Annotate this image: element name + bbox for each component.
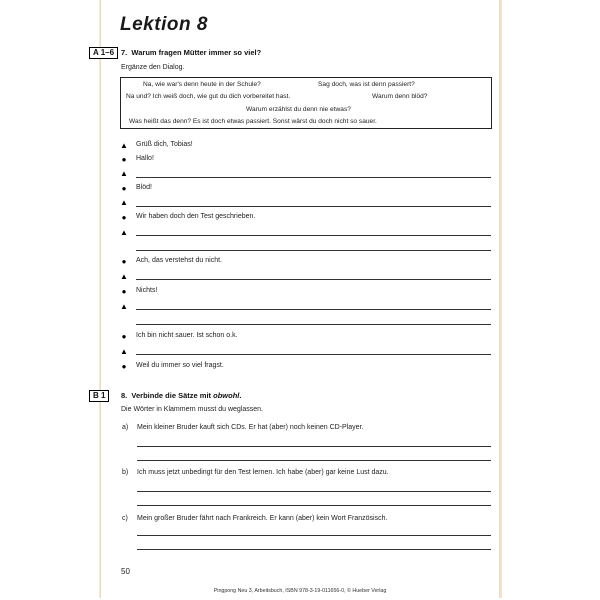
bullet-icon: ●	[121, 213, 127, 222]
exercise-8-instruction: Die Wörter in Klammern musst du weglassen.	[121, 406, 263, 413]
section-tag-b1: B 1	[89, 390, 109, 402]
triangle-icon: ▲	[120, 302, 128, 311]
exercise-7-instruction: Ergänze den Dialog.	[121, 64, 185, 71]
triangle-icon: ▲	[120, 141, 128, 150]
phrase-2: Sag doch, was ist denn passiert?	[318, 81, 415, 88]
triangle-icon: ▲	[120, 169, 128, 178]
bullet-icon: ●	[121, 155, 127, 164]
triangle-icon: ▲	[120, 272, 128, 281]
bullet-icon: ●	[121, 257, 127, 266]
answer-line[interactable]	[137, 491, 491, 492]
dialog-line: Weil du immer so viel fragst.	[136, 362, 224, 369]
answer-line[interactable]	[136, 324, 491, 325]
section-tag-a1-6: A 1–6	[89, 47, 118, 59]
item-letter-b: b)	[122, 469, 129, 476]
sentence-a: Mein kleiner Bruder kauft sich CDs. Er hat (aber) noch keinen CD-Player.	[137, 424, 364, 431]
answer-line[interactable]	[136, 354, 491, 355]
answer-line[interactable]	[136, 279, 491, 280]
answer-line[interactable]	[137, 446, 491, 447]
triangle-icon: ▲	[120, 228, 128, 237]
phrase-3: Na und? Ich weiß doch, wie gut du dich vorbereitet hast.	[126, 93, 291, 100]
phrase-5: Warum erzählst du denn nie etwas?	[246, 106, 351, 113]
answer-line[interactable]	[136, 206, 491, 207]
exercise-8-title-suffix: .	[239, 391, 242, 400]
triangle-icon: ▲	[120, 198, 128, 207]
answer-line[interactable]	[137, 535, 491, 536]
lesson-title: Lektion 8	[120, 14, 208, 35]
answer-line[interactable]	[136, 177, 491, 178]
dialog-line: Wir haben doch den Test geschrieben.	[136, 213, 256, 220]
exercise-7-title: 7. Warum fragen Mütter immer so viel?	[121, 48, 262, 57]
exercise-8-title	[121, 391, 241, 400]
dialog-line: Ich bin nicht sauer. Ist schon o.k.	[136, 332, 238, 339]
dialog-line: Blöd!	[136, 184, 152, 191]
bullet-icon: ●	[121, 184, 127, 193]
bullet-icon: ●	[121, 287, 127, 296]
sentence-c: Mein großer Bruder fährt nach Frankreich. Er kann (aber) kein Wort Französisch.	[137, 515, 388, 522]
dialog-line: Nichts!	[136, 287, 158, 294]
dialog-line: Grüß dich, Tobias!	[136, 141, 193, 148]
answer-line[interactable]	[137, 549, 491, 550]
answer-line[interactable]	[136, 250, 491, 251]
bullet-icon: ●	[121, 362, 127, 371]
phrase-1: Na, wie war's denn heute in der Schule?	[143, 81, 261, 88]
phrase-6: Was heißt das denn? Es ist doch etwas passiert. Sonst wärst du doch nicht so sauer.	[129, 118, 377, 125]
item-letter-c: c)	[122, 515, 128, 522]
dialog-line: Ach, das verstehst du nicht.	[136, 257, 222, 264]
sentence-b: Ich muss jetzt unbedingt für den Test lernen. Ich habe (aber) gar keine Lust dazu.	[137, 469, 389, 476]
item-letter-a: a)	[122, 424, 129, 431]
answer-line[interactable]	[137, 505, 491, 506]
answer-line[interactable]	[137, 460, 491, 461]
bullet-icon: ●	[121, 332, 127, 341]
triangle-icon: ▲	[120, 347, 128, 356]
dialog-line: Hallo!	[136, 155, 154, 162]
phrase-4: Warum denn blöd?	[372, 93, 428, 100]
exercise-8-title-prefix: 8. Verbinde die Sätze mit	[121, 391, 214, 400]
answer-line[interactable]	[136, 235, 491, 236]
answer-line[interactable]	[136, 309, 491, 310]
page-number: 50	[121, 567, 130, 576]
footer-citation: Pingpong Neu 3, Arbeitsbuch, ISBN 978-3-19-011656-0, © Hueber Verlag	[213, 588, 387, 594]
exercise-8-title-emphasis: obwohl	[213, 391, 240, 400]
